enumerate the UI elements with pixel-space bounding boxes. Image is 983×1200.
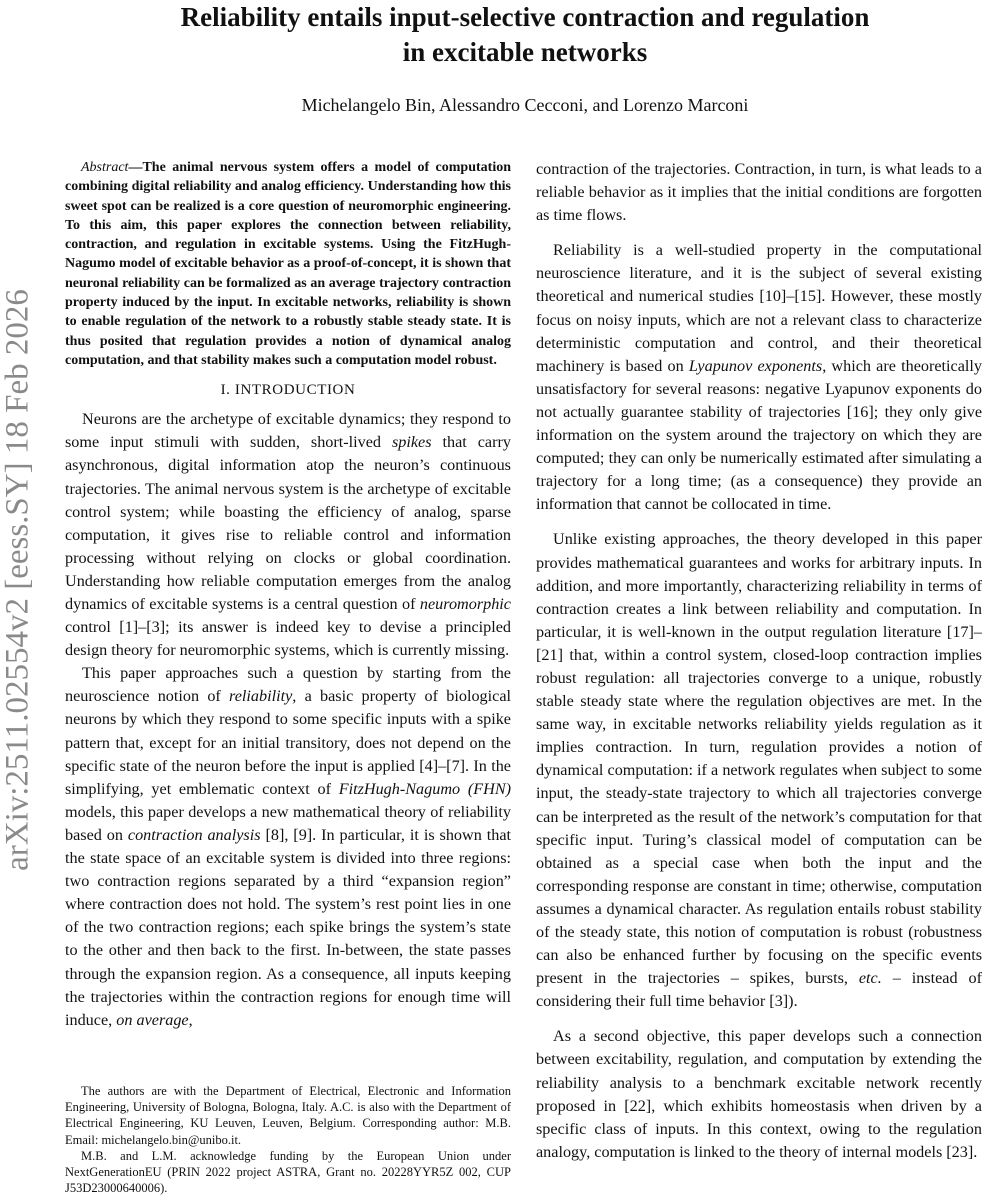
abstract-text: The animal nervous system offers a model of computation combining digital reliability and analog efficiency. Understanding how this sweet spot can be realized is a core question of neuromorphic engineering. To this aim, this paper explores the connection between reliability, contraction, and regulation in excitable systems. Using the FitzHugh-Nagumo model of excitable behavior as a proof-of-concept, it is shown that neuronal reliability can be formalized as an average trajectory contraction property induced by the input. In excitable networks, reliability is shown to enable regulation of the network to a robustly stable steady state. It is thus posited that regulation provides a notion of dynamical analog computation, and that stability makes such a computation model robust. xyxy=(65,160,511,368)
emphasis-etc: etc. xyxy=(858,969,882,988)
emphasis-neuromorphic: neuromorphic xyxy=(419,595,511,614)
theory-paragraph xyxy=(536,528,982,1013)
intro-paragraph-2 xyxy=(65,662,511,1032)
footnote-affiliations: The authors are with the Department of Electrical, Electronic and Information Engineering, University of Bologna, Bologna, Italy. A.C. is also with the Department of Electrical Engineering, KU Leuven, Leuven, Belgium. Corresponding author: M.B. Email: michelangelo.bin@unibo.it. xyxy=(65,1084,511,1147)
text-run: , xyxy=(188,1010,193,1029)
abstract-dash: — xyxy=(128,160,143,175)
footnotes xyxy=(65,1083,511,1196)
section-number: I. xyxy=(220,382,231,399)
continued-paragraph: contraction of the trajectories. Contraction, in turn, is what leads to a reliable behavior as it implies that the initial conditions are forgotten as time flows. xyxy=(536,160,982,225)
text-run: [8], [9]. In particular, it is shown that the state space of an excitable system is divided into three regions: two contraction regions separated by a third “expansion region” where contraction does not hold. The system’s rest point lies in one of the two contraction regions; each spike brings the system’s state to the other and then back to the first. In-between, the state passes through the expansion region. As a consequence, all inputs keeping the trajectories within the contraction regions for enough time will induce, xyxy=(65,825,512,1029)
footnote-funding: M.B. and L.M. acknowledge funding by the European Union under NextGenerationEU (PRIN 2022 project ASTRA, Grant no. 20228YYR5Z 002, CUP J53D23000640006). xyxy=(65,1148,511,1196)
text-run: , which are theoretically unsatisfactory for several reasons: negative Lyapunov exponents do not actually guarantee stability of trajectories [16]; they only give information on the system around the trajectory on which they are computed; they can only be numerically estimated after simulating a trajectory for a long time; (as a consequence) they provide an information that cannot be collocated in time. xyxy=(536,356,983,514)
emphasis-reliability: reliability xyxy=(229,687,293,706)
author-list: Michelangelo Bin, Alessandro Cecconi, and Lorenzo Marconi xyxy=(301,95,749,115)
emphasis-contraction-analysis: contraction analysis xyxy=(127,825,261,844)
paper-title xyxy=(100,0,950,70)
second-objective-paragraph: As a second objective, this paper develops such a connection between excitability, regulation, and computation by extending the reliability analysis to a benchmark excitable network recently proposed in [22], which exhibits homeostasis when driven by a specific class of inputs. In this context, owing to the regulation analogy, computation is linked to the theory of internal models [23]. xyxy=(536,1027,982,1161)
arxiv-side-stamp xyxy=(0,250,36,910)
emphasis-on-average: on average xyxy=(116,1010,189,1029)
emphasis-lyapunov: Lyapunov exponents xyxy=(688,356,823,375)
left-column xyxy=(65,158,511,1032)
emphasis-fhn: FitzHugh-Nagumo (FHN) xyxy=(338,779,512,798)
text-run: control [1]–[3]; its answer is indeed key to devise a principled design theory for neuromorphic systems, which is currently missing. xyxy=(65,618,511,660)
text-run: models, this paper develops a new mathematical theory of reliability based on xyxy=(65,802,511,844)
abstract-label: Abstract xyxy=(81,160,129,175)
text-run: Unlike existing approaches, the theory developed in this paper provides mathematical guarantees and works for arbitrary inputs. In addition, and more importantly, characterizing reliability in terms of contraction creates a link between reliability and computation. In particular, it is well-known in the output regulation literature [17]–[21] that, within a control system, closed-loop contraction implies robust regulation: all trajectories converge to a unique, robustly stable steady state where the regulation objectives are met. In the same way, in excitable networks reliability yields regulation as it implies contraction. In turn, regulation provides a notion of dynamical computation: if a network regulates when subject to some input, the steady-state trajectory to which all trajectories converge can be interpreted as the result of the network’s computation for that specific input. Turing’s classical model of computation can be obtained as a special case when both the input and the corresponding response are constant in time; otherwise, computation assumes a dynamical character. As regulation entails robust stability of the steady state, this notion of computation is robust (robustness can also be enhanced further by focusing on the specific events present in the trajectories – spikes, bursts, xyxy=(536,530,982,988)
arxiv-identifier: arXiv:2511.02554v2 [eess.SY] 18 Feb 2026 xyxy=(0,289,36,871)
intro-paragraph-1 xyxy=(65,408,511,662)
right-column xyxy=(536,158,982,1176)
text-run: Reliability is a well-studied property in the computational neuroscience literature, and it is the subject of several existing theoretical and numerical studies [10]–[15]. However, these mostly focus on noisy inputs, which are not a relevant class to characterize deterministic computation and control, and their theoretical machinery is based on xyxy=(536,241,982,375)
text-run: that carry asynchronous, digital information atop the neuron’s continuous trajectories. The animal nervous system is the archetype of excitable control system; while boasting the efficiency of analog, sparse computation, it gives rise to reliable control and information processing without relying on clocks or global coordination. Understanding how reliable computation emerges from the analog dynamics of excitable systems is a central question of xyxy=(65,433,511,614)
title-line-1: Reliability entails input-selective contraction and regulation xyxy=(180,2,870,32)
text-run: – instead of considering their full time behavior [3]). xyxy=(536,969,982,1011)
emphasis-spikes: spikes xyxy=(391,433,432,452)
text-run: Neurons are the archetype of excitable dynamics; they respond to some input stimuli with sudden, short-lived xyxy=(65,410,511,452)
text-run: This paper approaches such a question by starting from the neuroscience notion of xyxy=(65,664,511,706)
text-run: , a basic property of biological neurons by which they respond to some specific inputs with a spike pattern that, except for an initial transitory, does not depend on the specific state of the neuron before the input is applied [4]–[7]. In the simplifying, yet emblematic context of xyxy=(65,687,511,798)
section-title: INTRODUCTION xyxy=(234,382,356,399)
section-heading xyxy=(65,380,511,400)
title-line-2: in excitable networks xyxy=(402,37,648,67)
abstract xyxy=(65,158,511,370)
reliability-paragraph xyxy=(536,239,982,516)
